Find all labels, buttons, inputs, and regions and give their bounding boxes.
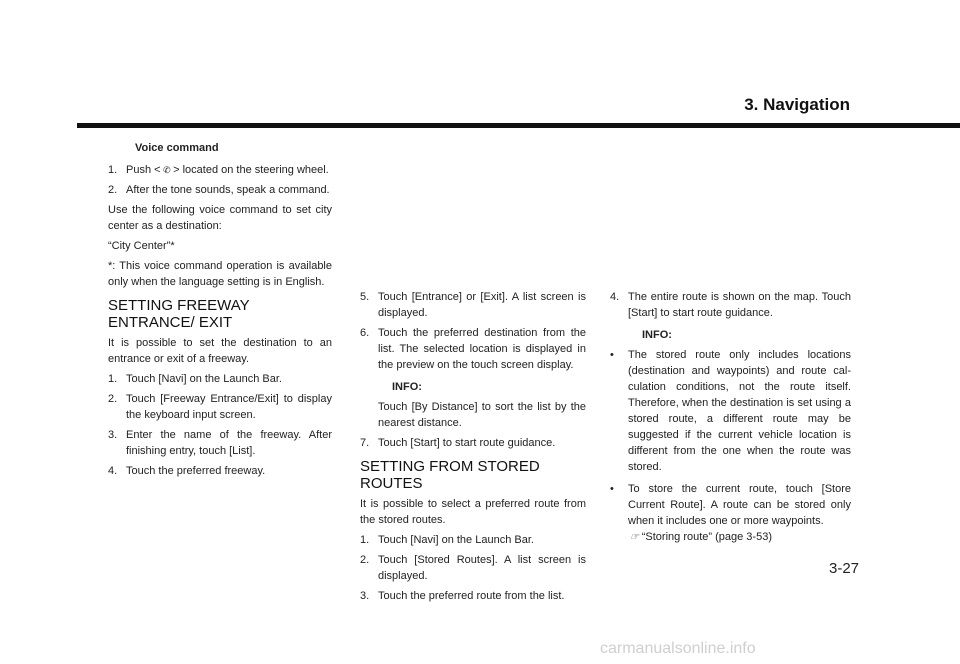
step-text: Touch the preferred route from the list. (378, 590, 565, 602)
step-text: Touch the preferred destination from the list. The selected location is displayed in the preview on the touch screen display. (378, 327, 586, 371)
step-number: 1. (108, 373, 118, 385)
step-text: Touch [Entrance] or [Exit]. A list screen is displayed. (378, 291, 586, 319)
step-number: 6. (360, 327, 370, 339)
column-1 (108, 140, 332, 483)
route-step (360, 532, 586, 548)
page-number: 3-27 (829, 560, 860, 577)
info-bullet (610, 347, 851, 475)
step-number: 1. (108, 164, 118, 176)
voice-step-1 (108, 162, 332, 178)
voice-command-heading: Voice command (135, 142, 219, 154)
stored-routes-intro: It is possible to select a preferred route from the stored routes. (360, 498, 586, 526)
step-text: Touch [Navi] on the Launch Bar. (126, 373, 282, 385)
note: *: This voice command operation is available only when the language setting is in English. (108, 260, 332, 288)
bullet-text: The stored route only includes locations (destination and waypoints) and route cal-culation conditions, not the route itself. Therefore, when the destination is set using a stored route, a different route may be suggested if the current vehicle location is different from the one when the route was stored. (628, 349, 851, 473)
freeway-step (360, 325, 586, 373)
step-number: 2. (108, 184, 118, 196)
step-number: 1. (360, 534, 370, 546)
freeway-step (108, 427, 332, 459)
info-label: INFO: (642, 329, 672, 341)
freeway-step (108, 371, 332, 387)
step-number: 5. (360, 291, 370, 303)
step-number: 2. (108, 393, 118, 405)
step-text: The entire route is shown on the map. Touch [Start] to start route guidance. (628, 291, 851, 319)
column-2 (360, 289, 586, 608)
step-text: Touch the preferred freeway. (126, 465, 266, 477)
step-number: 3. (108, 429, 118, 441)
use-text: Use the following voice command to set city center as a destination: (108, 204, 332, 232)
freeway-intro: It is possible to set the destination to an entrance or exit of a freeway. (108, 337, 332, 365)
watermark: carmanualsonline.info (600, 640, 756, 657)
route-step (610, 289, 851, 321)
step-text: Touch [Start] to start route guidance. (378, 437, 556, 449)
talk-icon: ✆ (160, 165, 174, 175)
step-text: Touch [Stored Routes]. A list screen is displayed. (378, 554, 586, 582)
route-step (360, 588, 586, 604)
freeway-step (108, 463, 332, 479)
step-text: After the tone sounds, speak a command. (126, 184, 330, 196)
reference-text: “Storing route” (page 3-53) (641, 531, 772, 543)
city-center: “City Center”* (108, 240, 175, 252)
bullet-text: To store the current route, touch [Store Current Route]. A route can be stored only when it includes one or more waypoints. (628, 483, 851, 527)
header-rule (77, 123, 960, 128)
step-number: 7. (360, 437, 370, 449)
chapter-title: 3. Navigation (744, 95, 850, 114)
info-text: Touch [By Distance] to sort the list by the nearest distance. (378, 401, 586, 429)
step-text: > located on the steering wheel. (173, 164, 329, 176)
step-number: 4. (610, 291, 620, 303)
info-label: INFO: (392, 381, 422, 393)
freeway-step (360, 289, 586, 321)
page-reference[interactable] (630, 529, 851, 546)
freeway-step (108, 391, 332, 423)
step-text: Enter the name of the freeway. After finishing entry, touch [List]. (126, 429, 332, 457)
freeway-heading: SETTING FREEWAY ENTRANCE/ EXIT (108, 297, 250, 331)
voice-step-2 (108, 182, 332, 198)
step-text: Push < (126, 164, 161, 176)
step-number: 3. (360, 590, 370, 602)
stored-routes-heading: SETTING FROM STORED ROUTES (360, 458, 540, 492)
bullet-icon: • (610, 483, 614, 495)
route-step (360, 552, 586, 584)
bullet-icon: • (610, 349, 614, 361)
freeway-step (360, 435, 586, 451)
column-3 (610, 289, 851, 550)
reference-icon: ☞ (630, 532, 642, 543)
step-number: 4. (108, 465, 118, 477)
step-text: Touch [Freeway Entrance/Exit] to display the keyboard input screen. (126, 393, 332, 421)
step-number: 2. (360, 554, 370, 566)
info-bullet (610, 481, 851, 529)
step-text: Touch [Navi] on the Launch Bar. (378, 534, 534, 546)
